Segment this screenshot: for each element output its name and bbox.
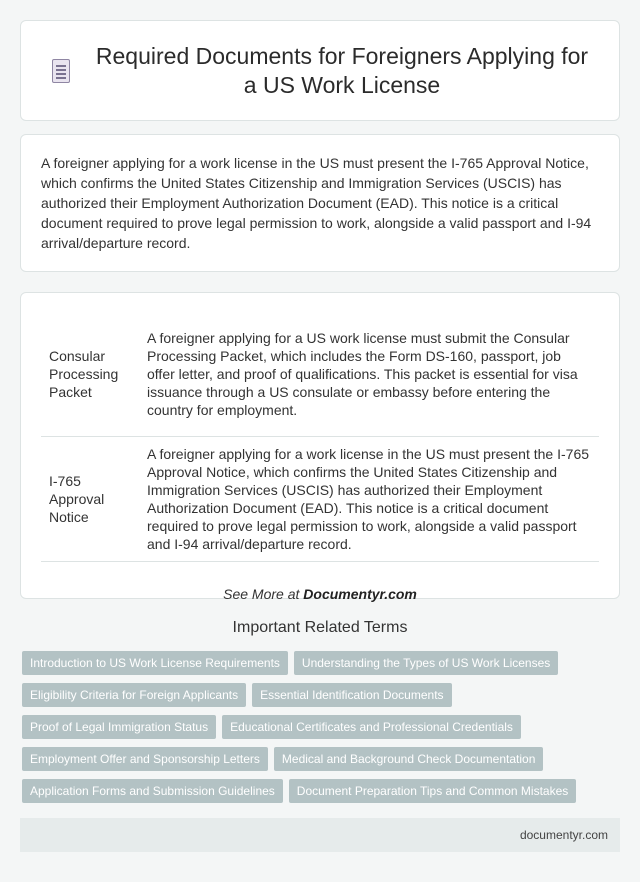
- tag-row: [22, 651, 622, 675]
- related-term-tag[interactable]: Educational Certificates and Professional Credentials: [222, 715, 521, 739]
- related-term-tag[interactable]: Employment Offer and Sponsorship Letters: [22, 747, 268, 771]
- footer-site-link[interactable]: documentyr.com: [519, 828, 608, 842]
- document-icon: [48, 58, 74, 84]
- tag-row: [22, 715, 622, 739]
- term-cell: I-765 Approval Notice: [41, 436, 141, 561]
- page-title: Required Documents for Foreigners Applying for a US Work License: [95, 42, 589, 98]
- related-terms-heading: Important Related Terms: [232, 619, 408, 636]
- definition-cell: A foreigner applying for a US work license must submit the Consular Processing Packet, which includes the Form DS-160, passport, job offer letter, and proof of qualifications. This packet is essential for visa issuance through a US consulate or embassy before entering the country for employment.: [141, 313, 599, 436]
- tag-row: [22, 779, 622, 803]
- related-term-tag[interactable]: Proof of Legal Immigration Status: [22, 715, 216, 739]
- tag-row: [22, 683, 622, 707]
- title-card: [20, 20, 620, 121]
- definition-cell: A foreigner applying for a work license in the US must present the I-765 Approval Notice, which confirms the United States Citizenship and Immigration Services (USCIS) has authorized their Employment Authorization Document (EAD). This notice is a critical document required to prove legal permission to work, alongside a valid passport and I-94 arrival/departure record.: [141, 436, 599, 561]
- table-row: [41, 313, 599, 436]
- footer: [20, 818, 620, 852]
- intro-text: A foreigner applying for a work license in the US must present the I-765 Approval Notice, which confirms the United States Citizenship and Immigration Services (USCIS) has authorized their Employment Authorization Document (EAD). This notice is a critical document required to prove legal permission to work, alongside a valid passport and I-94 arrival/departure record.: [41, 155, 592, 251]
- related-term-tag[interactable]: Eligibility Criteria for Foreign Applicants: [22, 683, 246, 707]
- see-more-prefix: See More at: [223, 585, 304, 602]
- definitions-card: [20, 292, 620, 602]
- title-wrap: [28, 42, 612, 100]
- related-term-tag[interactable]: Essential Identification Documents: [252, 683, 451, 707]
- table-row: [41, 436, 599, 561]
- intro-card: [20, 134, 620, 272]
- related-term-tag[interactable]: Document Preparation Tips and Common Mistakes: [289, 779, 576, 803]
- related-term-tag[interactable]: Medical and Background Check Documentation: [274, 747, 543, 771]
- related-terms-list: [22, 651, 622, 811]
- tag-row: [22, 747, 622, 771]
- see-more-line: [41, 586, 599, 602]
- related-term-tag[interactable]: Application Forms and Submission Guidelines: [22, 779, 283, 803]
- related-term-tag[interactable]: Understanding the Types of US Work Licenses: [294, 651, 558, 675]
- related-term-tag[interactable]: Introduction to US Work License Requirements: [22, 651, 288, 675]
- definitions-table: [41, 313, 599, 562]
- see-more-link[interactable]: Documentyr.com: [303, 585, 417, 602]
- term-cell: Consular Processing Packet: [41, 313, 141, 436]
